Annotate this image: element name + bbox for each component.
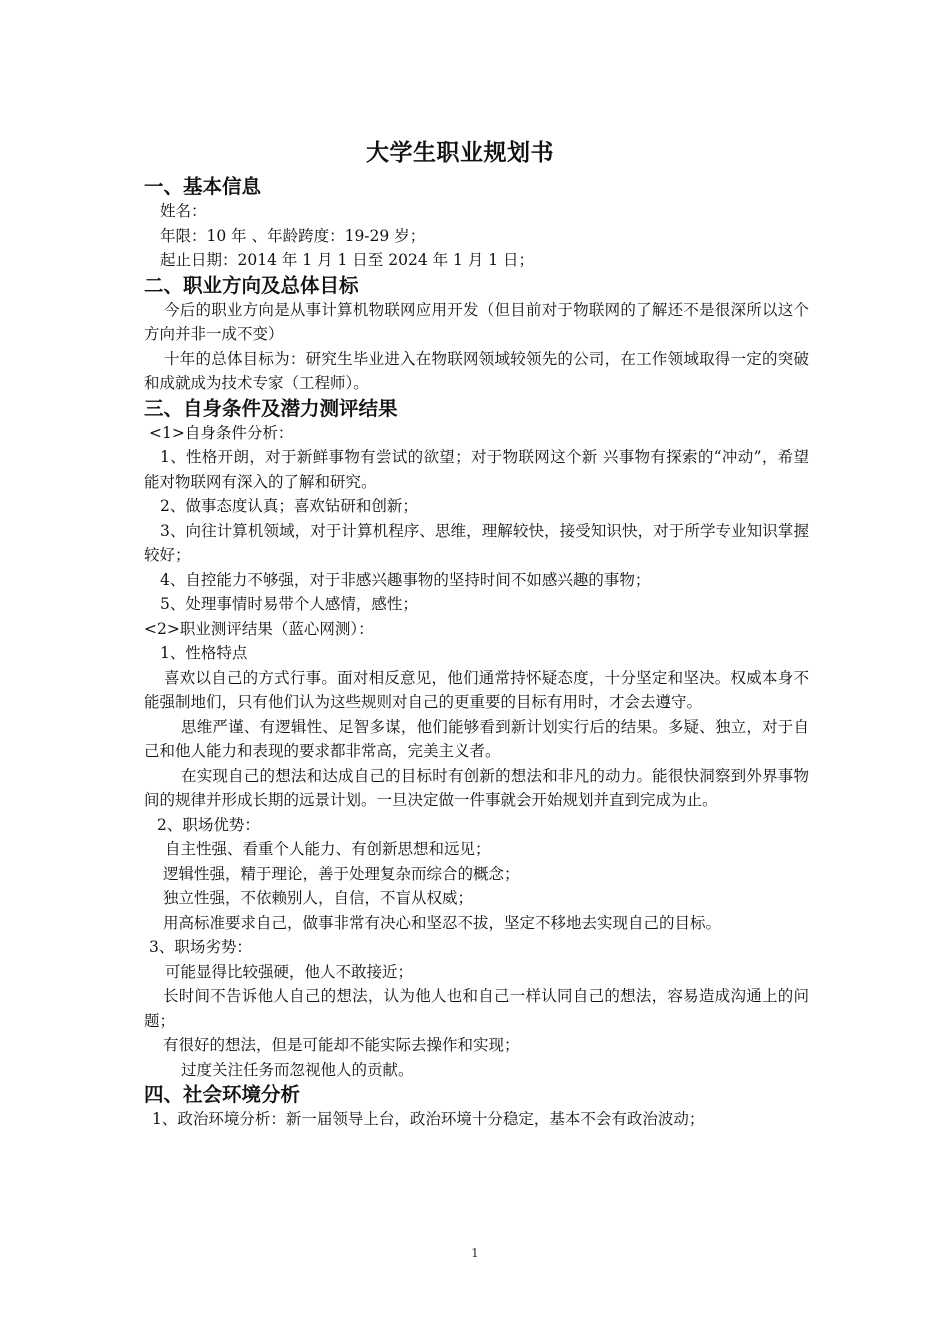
section-heading: 一、基本信息 [144,175,262,198]
body-paragraph: 喜欢以自己的方式行事。面对相反意见，他们通常持怀疑态度，十分坚定和坚决。权威本身不能强制地们，只有他们认为这些规则对自己的更重要的目标有用时，才会去遵守。 [144,668,809,711]
body-paragraph: 在实现自己的想法和达成自己的目标时有创新的想法和非凡的动力。能很快洞察到外界事物间的规律并形成长期的远景计划。一旦决定做一件事就会开始规划并直到完成为止。 [144,766,809,809]
body-paragraph: 3、向往计算机领域，对于计算机程序、思维，理解较快，接受知识快，对于所学专业知识掌握较好； [144,521,809,564]
body-paragraph: 自主性强、看重个人能力、有创新思想和远见； [165,840,491,858]
body-paragraph: 3、职场劣势： [149,938,252,956]
document-title: 大学生职业规划书 [366,140,554,166]
section-heading: 四、社会环境分析 [144,1083,301,1106]
body-paragraph: 十年的总体目标为：研究生毕业进入在物联网领域较领先的公司，在工作领域取得一定的突破和成就成为技术专家（工程师）。 [144,349,809,392]
body-paragraph: 起止日期：2014 年 1 月 1 日至 2024 年 1 月 1 日； [160,251,535,269]
body-paragraph: 过度关注任务而忽视他人的贡献。 [181,1060,414,1079]
body-paragraph: 思维严谨、有逻辑性、足智多谋，他们能够看到新计划实行后的结果。多疑、独立，对于自己和他人能力和表现的要求都非常高，完美主义者。 [144,717,809,760]
body-paragraph: <1>自身条件分析： [149,423,294,442]
body-paragraph: 2、职场优势： [157,815,260,834]
body-paragraph: 逻辑性强，精于理论，善于处理复杂而综合的概念； [163,864,520,883]
body-paragraph: 5、处理事情时易带个人感情，感性； [160,595,418,613]
body-paragraph: 4、自控能力不够强，对于非感兴趣事物的坚持时间不如感兴趣的事物； [160,570,651,589]
body-paragraph: 2、做事态度认真；喜欢钻研和创新； [160,497,418,515]
body-paragraph: 独立性强，不依赖别人，自信，不盲从权威； [163,889,474,907]
body-paragraph: 年限：10 年 、年龄跨度：19-29 岁； [160,226,426,245]
body-paragraph: 可能显得比较强硬，他人不敢接近； [165,962,414,981]
page-number: 1 [471,1246,479,1260]
section-heading: 二、职业方向及总体目标 [144,273,359,297]
body-paragraph: 有很好的想法，但是可能却不能实际去操作和实现； [163,1036,520,1054]
body-paragraph: 用高标准要求自己，做事非常有决心和坚忍不拔，坚定不移地去实现自己的目标。 [163,913,722,932]
body-paragraph: 1、政治环境分析：新一届领导上台，政治环境十分稳定，基本不会有政治波动； [152,1110,705,1128]
body-paragraph: 今后的职业方向是从事计算机物联网应用开发（但目前对于物联网的了解还不是很深所以这个方向并非一成不变） [144,300,809,343]
document-body [144,174,809,1132]
body-paragraph: 1、性格特点 [160,644,248,662]
section-heading: 三、自身条件及潜力测评结果 [144,396,398,420]
body-paragraph: 长时间不告诉他人自己的想法，认为他人也和自己一样认同自己的想法，容易造成沟通上的问题； [144,987,809,1030]
body-paragraph: 姓名： [160,202,207,220]
body-paragraph: <2>职业测评结果（蓝心网测）： [144,619,374,638]
body-paragraph: 1、性格开朗，对于新鲜事物有尝试的欲望；对于物联网这个新 兴事物有探索的“冲动”，希望能对物联网有深入的了解和研究。 [144,448,809,491]
